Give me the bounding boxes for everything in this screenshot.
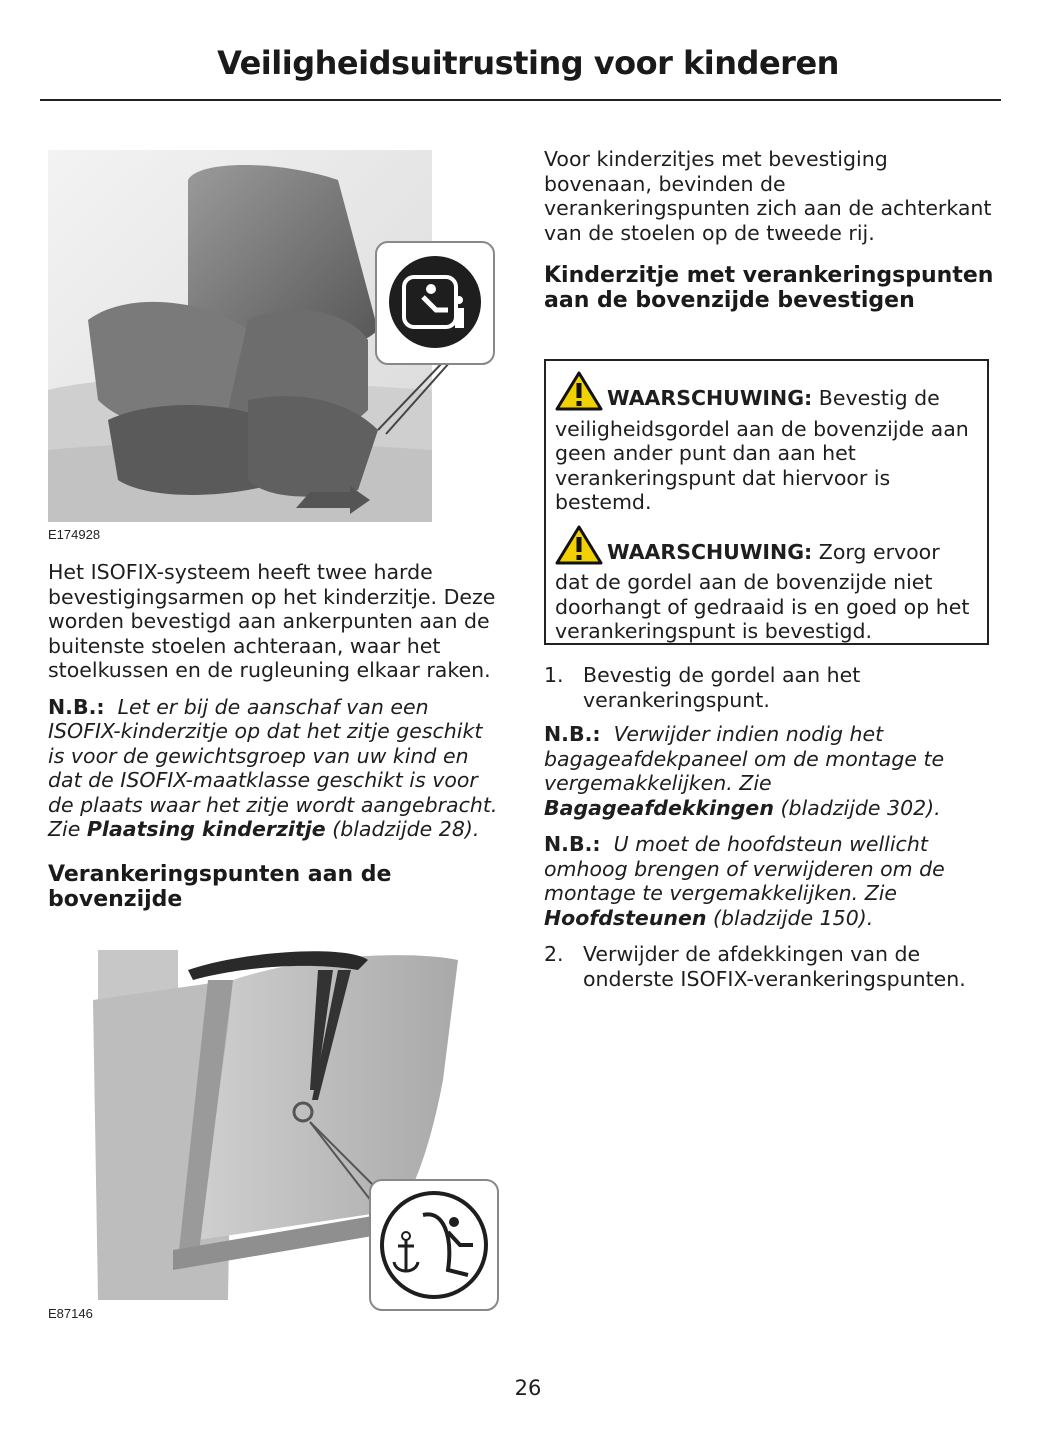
- step-list: [544, 663, 996, 712]
- figure-code: E87146: [48, 1306, 93, 1321]
- warning-label: WAARSCHUWING:: [607, 386, 813, 410]
- top-tether-figure: [48, 940, 503, 1315]
- note-text: U moet de hoofdsteun wellicht omhoog brengen of verwijderen om de montage te vergemakkelijken. Zie: [544, 832, 945, 905]
- step-text: Verwijder de afdekkingen van de onderste ISOFIX-verankeringspunten.: [583, 942, 966, 991]
- page-reference: (bladzijde 150).: [713, 905, 874, 930]
- section-heading: Verankeringspunten aan de bovenzijde: [48, 861, 392, 912]
- isofix-intro: Het ISOFIX-systeem heeft twee harde bevestigingsarmen op het kinderzitje. Deze worden bevestigd aan ankerpunten aan de buitenste stoelen achteraan, waar het stoelkussen en de rugleuning elkaar raken.: [48, 560, 496, 682]
- cross-reference-link[interactable]: Hoofdsteunen: [544, 905, 707, 930]
- note-label: N.B.:: [544, 832, 601, 856]
- right-column-top: [544, 147, 994, 313]
- isofix-child-seat-icon: [389, 256, 481, 348]
- left-column: [48, 560, 503, 912]
- note-text: Let er bij de aanschaf van een ISOFIX-kinderzitje op dat het zitje geschikt is voor de gewichtsgroep van uw kind en dat de ISOFIX-maatklasse geschikt is voor de plaats waar het zitje wordt aangebracht. Zie: [48, 694, 498, 841]
- top-tether-illustration: [48, 940, 503, 1315]
- list-item: [544, 942, 996, 991]
- step-list: [544, 942, 996, 991]
- note-headrest: [544, 832, 996, 930]
- isofix-seat-illustration: [48, 150, 498, 522]
- step-number: 1.: [544, 663, 564, 687]
- top-tether-intro: Voor kinderzitjes met bevestiging bovenaan, bevinden de verankeringspunten zich aan de achterkant van de stoelen op de tweede rij.: [544, 147, 992, 245]
- page-title: Veiligheidsuitrusting voor kinderen: [217, 44, 839, 82]
- cross-reference-link[interactable]: Plaatsing kinderzitje: [86, 817, 326, 841]
- isofix-seat-figure: [48, 150, 498, 522]
- cross-reference-link[interactable]: Bagageafdekkingen: [544, 795, 774, 820]
- warning-text: Zorg ervoor dat de gordel aan de bovenzijde niet doorhangt of gedraaid is en goed op het verankeringspunt is bevestigd.: [555, 539, 970, 643]
- right-column-bottom: [544, 663, 996, 1001]
- note-cargo-cover: [544, 722, 996, 820]
- step-text: Bevestig de gordel aan het verankeringspunt.: [583, 663, 861, 712]
- figure-code: E174928: [48, 527, 101, 542]
- warning-item: [555, 525, 979, 644]
- warning-item: [555, 371, 979, 515]
- note-label: N.B.:: [48, 694, 105, 719]
- warning-box: [544, 359, 989, 645]
- list-item: [544, 663, 996, 712]
- note-text: Verwijder indien nodig het bagageafdekpaneel om de montage te vergemakkelijken. Zie: [544, 722, 945, 795]
- warning-label: WAARSCHUWING:: [607, 539, 813, 564]
- page-number: 26: [514, 1376, 542, 1400]
- page-reference: (bladzijde 28).: [332, 817, 480, 841]
- step-number: 2.: [544, 942, 564, 966]
- warning-triangle-icon: [555, 371, 603, 417]
- note-isofix: [48, 695, 503, 842]
- page-reference: (bladzijde 302).: [780, 795, 941, 820]
- warning-triangle-icon: [555, 525, 603, 571]
- header-rule: [40, 99, 1001, 101]
- section-heading: Kinderzitje met verankeringspunten aan de bovenzijde bevestigen: [544, 263, 994, 313]
- warning-text: Bevestig de veiligheidsgordel aan de bovenzijde aan geen ander punt dan aan het verankeringspunt dat hiervoor is bestemd.: [555, 386, 969, 514]
- note-label: N.B.:: [544, 722, 601, 746]
